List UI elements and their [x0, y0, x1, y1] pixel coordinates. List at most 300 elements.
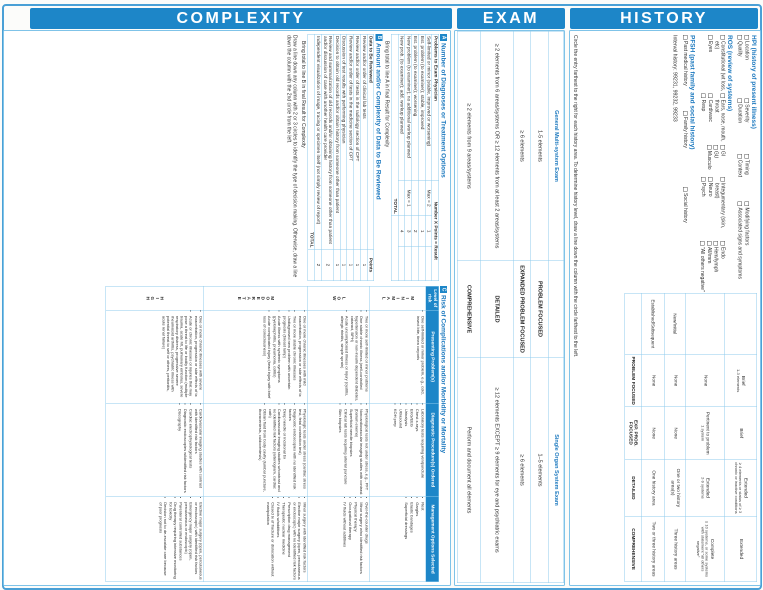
checkbox-icon — [714, 145, 719, 150]
a-result — [412, 247, 419, 281]
multi-system-heading: General Multi-system Exam — [549, 31, 564, 261]
c-bullet-item: • Undiagnosed new problem with uncertain prognosis (breast lump) — [283, 316, 292, 401]
checkbox-label: Ears, nose, mouth, throat — [714, 99, 726, 142]
c-bullet-item: • IV fluids without additives — [343, 502, 348, 580]
risk-level-label: L O W — [308, 286, 370, 310]
checkbox-icon — [700, 241, 705, 246]
b-header-row — [367, 34, 374, 281]
checkbox-icon — [683, 111, 688, 116]
a-problem: New prob. (to examiner); add. workup planned — [398, 34, 405, 180]
final-result-instruction: Draw a line down any column with 2 or 3 circles to identify the type of decision making. Otherwise, draw a line down the column with the 2nd circle from the left. — [286, 35, 298, 278]
c-bullet-item: • Decision not to de-escalate care because of poor prognosis — [159, 502, 168, 580]
c-management-cell — [204, 497, 308, 582]
history-row-label — [725, 293, 757, 354]
c-risk-row — [370, 286, 426, 582]
a-points: 3 — [405, 216, 412, 247]
a-points: 1 — [419, 216, 426, 247]
c-bullet-item: • Two or more self-limited or minor problems — [365, 316, 370, 401]
risk-level-label: H I G H — [106, 286, 204, 310]
checkbox-icon — [701, 94, 706, 99]
ros-column — [700, 177, 727, 241]
a-number: Max = 1 — [405, 181, 412, 216]
c-bullet-item: • Parenteral controlled substances — [179, 502, 184, 580]
checkbox-item — [744, 98, 751, 154]
single-organ-criteria: ≥ 12 elements EXCEPT ≥ 9 elements for eye and psychiatric exams — [480, 357, 513, 583]
c-bullet-item: • Deep needle or incisional bx — [283, 409, 288, 495]
risk-table — [106, 286, 440, 582]
checkbox-label: GU — [713, 150, 719, 159]
a-row — [419, 34, 426, 281]
checkbox-item — [720, 241, 727, 295]
c-bullet-item: • Acute or chronic illnesses or injuries that may pose a threat to life or bodily function (multiple trauma, acute MI, pulmonary embolus, severe respiratory distress, progressive severe rheumatoid arthritis, psychiatric illness with potential threat to self or others, peritonitis, acute renal failure) — [162, 316, 194, 401]
history-row-label — [686, 293, 725, 354]
bring-total-a-note: Bring total to line A in final Result for Complexity — [384, 41, 390, 148]
c-diagnostic-cell — [308, 403, 370, 496]
c-bullet-item: • Physiological tests not under stress, e.g., PFT — [365, 409, 370, 495]
history-row-label: Established/Subsequent — [642, 293, 665, 354]
history-level-header: EXP. PROB. FOCUSED — [625, 407, 642, 460]
a-result — [398, 247, 405, 281]
risk-level-label: M I N I M A L — [370, 286, 426, 310]
c-bullet-item: • Laboratory tests requiring venipuncture — [421, 409, 426, 495]
checkbox-item — [714, 94, 727, 145]
exam-table — [457, 31, 564, 583]
b-col1-header: Data to Be Reviewed — [367, 34, 374, 249]
exam-heading-row — [549, 31, 564, 583]
c-bullet-item: • One stable chronic illness (well-controlled hypertension or non-insulin dependent diabetes, cataract, BPH) — [350, 316, 364, 401]
bring-total-b-note: Bring total to line B in final Result for Complexity — [300, 41, 307, 148]
complexity-panel — [3, 30, 451, 586]
multi-system-criteria: ≥ 2 elements from 9 areas/systems — [457, 31, 480, 261]
c-bullet-item: • Obtain fluid from body cavity (lumbar puncture, thoracentesis, culdocentesis) — [258, 409, 267, 495]
c-presenting-cell — [370, 310, 426, 403]
checkbox-icon — [701, 177, 706, 182]
history-table-row — [665, 293, 686, 582]
title-history: HISTORY — [570, 8, 758, 29]
exam-row — [480, 31, 513, 583]
a-points: 2 — [412, 216, 419, 247]
checkbox-icon — [708, 94, 713, 99]
c-bullet-item: • Emergency major surgery (open, percutaneous or endoscopic) — [184, 502, 193, 580]
c-bullet-item: • Acute complicated injury (head injury with brief loss of consciousness) — [263, 316, 272, 401]
history-level-header: PROBLEM FOCUSED — [625, 354, 642, 407]
single-organ-criteria: 1–5 elements — [531, 357, 549, 583]
history-cell: None — [665, 407, 686, 460]
single-organ-criteria: ≥ 6 elements — [514, 357, 531, 583]
checkbox-item — [744, 202, 751, 295]
checkbox-label: Hem/lymph — [713, 246, 719, 273]
a-result — [405, 247, 412, 281]
multi-system-criteria: ≥ 2 elements from 6 areas/systems OR ≥ 12 elements from at least 2 areas/systems — [480, 31, 513, 261]
checkbox-label: Neuro — [707, 182, 713, 197]
checkbox-label: Eyes — [707, 41, 713, 53]
checkbox-label: Psych — [700, 182, 707, 197]
history-cell: Brief 1-3 elements — [725, 354, 757, 407]
history-cell: Complete ≥ 10 systems, or some systems with statement "all others negative" — [686, 516, 725, 581]
b-total-value — [308, 249, 315, 281]
c-column-header: Management Options Selected — [426, 497, 439, 582]
exam-row — [531, 31, 549, 583]
b-item: Review and summarization of old records and/or obtaining history from someone other than patient and/or discussion of case with another health care provider — [322, 34, 334, 249]
c-bullet-item: • Prescription drug management — [287, 502, 292, 580]
rotated-card-body — [1, 28, 763, 588]
b-item: Review and/or order of tests in the medicine section of CPT — [347, 34, 354, 249]
a-number: Max = 2 — [425, 181, 432, 216]
checkbox-item — [682, 187, 689, 263]
a-problem: Est. problem (to examiner); stable, improved — [419, 34, 426, 180]
multi-system-criteria: ≥ 6 elements — [514, 31, 531, 261]
history-cell: Pertinent to problem 1 system — [686, 407, 725, 460]
checkbox-icon — [721, 177, 726, 182]
section-b-marker: B — [376, 35, 382, 40]
checkbox-item — [707, 177, 714, 241]
a-problem: Self-limited or minor (stable, improved or worsening) — [425, 34, 432, 180]
checkbox-item — [737, 35, 744, 98]
data-reviewed-table — [308, 34, 375, 281]
c-bullet-item: • One self-limited or minor problem, e.g., cold, insect bite, tinea corporis — [416, 316, 425, 401]
a-number — [412, 181, 419, 216]
checkbox-icon — [738, 154, 743, 159]
exam-level: COMPREHENSIVE — [457, 261, 480, 358]
a-header-row — [432, 34, 439, 281]
checkbox-item — [737, 202, 744, 295]
c-bullet-item: • Therapeutic nuclear medicine — [282, 502, 287, 580]
checkbox-label: Context — [737, 159, 743, 178]
b-points: 1 — [361, 249, 368, 281]
c-bullet-item: • Elective major surgery (open, percutaneous or endoscopic) with no identified risk factors — [293, 502, 302, 580]
diagnoses-options-table — [391, 34, 439, 281]
b-row — [315, 34, 322, 281]
c-bullet-item: • Urinalysis — [404, 409, 409, 495]
hpi-row — [737, 35, 744, 295]
a-points: 4 — [398, 216, 405, 247]
checkbox-icon — [683, 187, 688, 192]
b-points: 1 — [347, 249, 354, 281]
history-table-row — [686, 293, 725, 582]
exam-level: EXPANDED PROBLEM FOCUSED — [514, 261, 531, 358]
checkbox-icon — [714, 241, 719, 246]
b-item: Independent visualization of image, tracing or specimen itself (not simply review of report) — [315, 34, 322, 249]
checkbox-icon — [708, 35, 713, 40]
a-result — [425, 247, 432, 281]
multi-system-criteria: 1-5 elements — [531, 31, 549, 261]
c-risk-row — [106, 286, 204, 582]
c-bullet-item: • Cardiac electrophysiological tests — [189, 409, 194, 495]
history-panel — [569, 30, 761, 586]
a-problem: Est. problem (to examiner); worsening — [412, 34, 419, 180]
checkbox-label: Duration — [737, 104, 743, 124]
checkbox-label: Quality — [737, 41, 743, 57]
history-cell: One history area — [642, 459, 665, 516]
exam-level: DETAILED — [480, 261, 513, 358]
history-cell: Extended — [725, 516, 757, 581]
exam-panel — [454, 30, 565, 586]
checkbox-item — [713, 241, 720, 295]
b-row — [334, 34, 341, 281]
a-row — [398, 34, 405, 281]
a-row — [425, 34, 432, 281]
c-bullet-item: • Superficial needle biopsies — [349, 409, 354, 495]
b-col2-header: Points — [367, 249, 374, 281]
a-number — [398, 181, 405, 216]
history-cell: None — [686, 354, 725, 407]
c-bullet-item: • Rest — [421, 502, 426, 580]
c-bullet-item: • Discography — [178, 409, 183, 495]
checkbox-icon — [708, 177, 713, 182]
a-total-row — [392, 34, 399, 281]
c-bullet-item: • One or more chronic illnesses with mild exacerbation, progression or side effects of tx — [298, 316, 307, 401]
a-total-value — [392, 216, 399, 281]
checkbox-label: Severity — [744, 104, 750, 123]
checkbox-label: Integumentary (skin, breast) — [714, 182, 726, 229]
exam-row — [457, 31, 480, 583]
checkbox-label: Cardivasc — [707, 99, 713, 122]
checkbox-item — [714, 177, 727, 241]
c-risk-row — [204, 286, 308, 582]
a-number — [419, 181, 426, 216]
checkbox-item — [713, 145, 720, 177]
checkbox-label: All/imm — [706, 246, 712, 264]
b-total-label: TOTAL — [308, 34, 315, 249]
history-level-table — [625, 293, 758, 582]
ros-column — [700, 145, 727, 177]
c-bullet-item: • Acute illness with systemic symptoms (pyelonephritis, pneumonia, colitis) — [273, 316, 282, 401]
checkbox-icon — [738, 202, 743, 207]
c-bullet-item: • Cardiovascular imaging studies w/contrast and no identified risk factors (arteriogram, cardiac cath) — [268, 409, 282, 495]
section-b-heading: Amount and/or Complexity of Data to Be Reviewed — [375, 43, 383, 200]
c-diagnostic-cell — [106, 403, 204, 496]
checkbox-item — [706, 145, 713, 177]
checkbox-item — [682, 111, 689, 187]
c-diagnostic-cell — [370, 403, 426, 496]
ros-systems — [700, 35, 727, 295]
c-bullet-item: • Gargles — [415, 502, 420, 580]
checkbox-icon — [707, 241, 712, 246]
checkbox-icon — [738, 35, 743, 40]
a-points: 1 — [425, 216, 432, 247]
c-bullet-item: • One or more chronic illnesses with severe exacerbation, progression or side effects of tx — [194, 316, 203, 401]
hpi-heading: HPI (history of present illness) — [750, 35, 758, 129]
checkbox-icon — [707, 145, 712, 150]
checkbox-item — [701, 177, 708, 241]
c-bullet-item: • Minor surgery with identified risk factors — [303, 502, 308, 580]
history-cell: Extended ≥ 4 elements or status of ≥ 3 chronic or inactive conditions — [725, 459, 757, 516]
b-item: Review and/or order of tests in the radiology section of CPT — [354, 34, 361, 249]
checkbox-label: GI — [720, 150, 726, 157]
c-bullet-item: • Closed tx of fracture or dislocation without manipulation — [266, 502, 275, 580]
checkbox-label: Musculo — [706, 150, 712, 170]
c-bullet-item: • Physiologic tests under stress (cardiac stress test, fetal contraction test) — [298, 409, 307, 495]
ros-column — [700, 35, 727, 94]
checkbox-icon — [721, 145, 726, 150]
checkbox-item — [682, 35, 689, 111]
c-column-header: Level of risk — [426, 286, 439, 310]
exam-level: PROBLEM FOCUSED — [531, 261, 549, 358]
section-c-marker: C — [441, 287, 447, 292]
history-cell: Two or three history areas — [642, 516, 665, 581]
checkbox-icon — [738, 98, 743, 103]
history-level-header: DETAILED — [625, 459, 642, 516]
checkbox-item — [744, 35, 751, 98]
history-table-row — [725, 293, 757, 582]
checkbox-item — [706, 241, 713, 295]
pfsh-items — [682, 35, 689, 295]
a-problem: New problem (to examiner); no additional workup planned — [405, 34, 412, 180]
c-risk-row — [308, 286, 370, 582]
c-bullet-item: • EKG/EEG — [410, 409, 415, 495]
ros-heading: ROS (review of systems) — [726, 35, 734, 112]
single-organ-heading: Single Organ System Exam — [549, 357, 564, 583]
checkbox-label: Endo — [720, 246, 726, 259]
checkbox-icon — [721, 35, 726, 40]
pfsh-heading: PFSH (past family and social history) — [689, 35, 697, 150]
checkbox-label: Constitutional (wt loss, etc) — [714, 41, 726, 92]
history-cell: None — [665, 354, 686, 407]
history-cell: None — [642, 354, 665, 407]
checkbox-label: Family history — [682, 117, 688, 148]
checkbox-icon — [745, 202, 750, 207]
b-row — [322, 34, 334, 281]
c-bullet-item: • Occupational therapy — [348, 502, 353, 580]
history-cell: Extended 2-9 systems — [686, 459, 725, 516]
b-row — [361, 34, 368, 281]
checkbox-item — [744, 154, 751, 202]
c-bullet-item: • Ultrasound — [399, 409, 404, 495]
ros-column — [700, 241, 727, 295]
c-bullet-item: • Skin biopsies — [338, 409, 343, 495]
c-bullet-item: • Minor surgery w/no identified risk factors — [359, 502, 364, 580]
c-header-row — [426, 286, 439, 582]
c-bullet-item: • IV fluids w/additives — [276, 502, 281, 580]
b-total-row — [308, 34, 315, 281]
a-row — [412, 34, 419, 281]
checkbox-label: Timing — [744, 159, 750, 175]
checkbox-item — [707, 35, 714, 94]
a-col1-header: Problems to Exam Physician — [432, 34, 439, 180]
checkbox-item — [700, 241, 707, 295]
c-bullet-item: • Drug therapy requiring intensive monitoring for toxicity — [169, 502, 178, 580]
single-organ-criteria: Perform and document all elements — [457, 357, 480, 583]
a-total-label: TOTAL — [392, 34, 399, 215]
b-points: 1 — [334, 249, 341, 281]
risk-level-label: M O D E R A T E — [204, 286, 308, 310]
history-cell: Three history areas — [665, 516, 686, 581]
checkbox-icon — [745, 98, 750, 103]
history-instruction: Circle the entry farthest to the right for each history area. To determine history level, draw a line down the column with the circle farthest to the left. — [572, 35, 578, 358]
checkbox-label: "All others negative" — [699, 246, 706, 292]
history-table-row — [642, 293, 665, 582]
a-result — [419, 247, 426, 281]
checkbox-icon — [745, 154, 750, 159]
c-bullet-item: • Cardiovascular imaging studies with contrast with identified risk factors — [194, 409, 203, 495]
a-col2-header: Number X Points = Result — [432, 181, 439, 281]
checkbox-item — [707, 94, 714, 145]
b-row — [354, 34, 361, 281]
b-points: 1 — [354, 249, 361, 281]
c-column-header: Diagnostic Procedure(s) Ordered — [426, 403, 439, 496]
checkbox-label: Location — [744, 41, 750, 60]
empty-cell — [625, 293, 642, 354]
checkbox-label: Resp — [700, 99, 707, 112]
history-level-header-row — [625, 293, 642, 582]
c-column-header: Presenting Problem(s) — [426, 310, 439, 403]
checkbox-label: Past medical history — [682, 41, 688, 86]
c-bullet-item: • KOH prep — [393, 409, 398, 495]
checkbox-item — [720, 145, 727, 177]
b-item: Decision to obtain old records and/or obtain history from someone other than patient — [334, 34, 341, 249]
checkbox-item — [737, 98, 744, 154]
c-management-cell — [370, 497, 426, 582]
section-a-marker: A — [441, 35, 447, 40]
b-item: Review and/or order of clinical lab tests — [361, 34, 368, 249]
c-bullet-item: • Clinical lab tests requiring arterial puncture — [344, 409, 349, 495]
hpi-elements — [737, 35, 751, 295]
checkbox-label: Modifying factors — [744, 207, 750, 246]
checkbox-icon — [745, 35, 750, 40]
history-level-header: COMPREHENSIVE — [625, 516, 642, 581]
c-diagnostic-cell — [204, 403, 308, 496]
b-row — [347, 34, 354, 281]
a-row — [405, 34, 412, 281]
empty-cell — [549, 261, 564, 358]
c-bullet-item: • Elastic bandages — [410, 502, 415, 580]
c-bullet-item: • Elective major surgery (open, percutaneous or endoscopic) with identified risk factors — [194, 502, 203, 580]
c-presenting-cell — [204, 310, 308, 403]
c-bullet-item: • Diagnostic endoscopies with no identified risk factors — [288, 409, 297, 495]
c-bullet-item: • Over-the-counter drugs — [365, 502, 370, 580]
checkbox-item — [737, 154, 744, 202]
complexity-left-column — [286, 34, 449, 282]
complexity-right-column — [106, 286, 450, 583]
history-cell: None — [642, 407, 665, 460]
c-bullet-item: • Physical therapy — [354, 502, 359, 580]
checkbox-icon — [721, 241, 726, 246]
b-row — [340, 34, 347, 281]
c-bullet-item: • Chest x-rays — [415, 409, 420, 495]
checkbox-icon — [683, 35, 688, 40]
history-row-label: New/Initial — [665, 293, 686, 354]
c-bullet-item: • Diagnostic endoscopies w/identified risk factors — [183, 409, 188, 495]
history-checkbox-area — [672, 35, 758, 295]
interval-history: Interval history: 99231, 99232, 99233 — [672, 35, 679, 122]
ros-column — [700, 94, 727, 145]
section-a-heading: Number of Diagnoses or Treatment Options — [440, 43, 448, 178]
checkbox-icon — [721, 94, 726, 99]
title-exam: EXAM — [457, 8, 565, 29]
b-points: 1 — [340, 249, 347, 281]
c-management-cell — [308, 497, 370, 582]
checkbox-item — [714, 35, 727, 94]
checkbox-item — [701, 94, 708, 145]
c-bullet-item: • Two or more stable chronic illnesses — [293, 316, 298, 401]
c-presenting-cell — [308, 310, 370, 403]
c-management-cell — [106, 497, 204, 582]
c-bullet-item: • Superficial dressings — [404, 502, 409, 580]
hpi-row — [744, 35, 751, 295]
b-item: Discussion of test results with performing physician — [340, 34, 347, 249]
history-cell: Brief — [725, 407, 757, 460]
c-bullet-item: • Noncardiovascular imaging studies with contrast (barium enema) — [355, 409, 364, 495]
checkbox-label: Associated signs and symptoms — [737, 207, 743, 279]
b-points: 2 — [315, 249, 322, 281]
c-bullet-item: • Acute uncomplicated illness or injury (cystitis, allergic rhinitis, simple sprain) — [340, 316, 349, 401]
checkbox-label: Social history — [682, 193, 688, 223]
section-c-heading: Risk of Complications and/or Morbidity or Mortality — [440, 295, 448, 454]
title-complexity: COMPLEXITY — [30, 8, 452, 29]
history-cell: One or two history area(s) — [665, 459, 686, 516]
exam-row — [514, 31, 531, 583]
c-presenting-cell — [106, 310, 204, 403]
